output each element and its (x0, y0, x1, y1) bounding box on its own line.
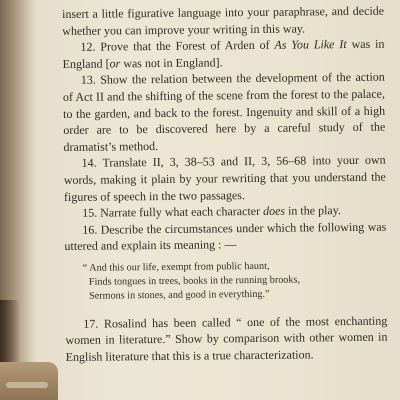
page-text (62, 3, 388, 366)
text-segment: 17. Rosalind has been called “ one of the most enchanting women in literature.” Show by comparison with other women in English literature that this is a true characterization. (65, 313, 388, 364)
block-quote (65, 259, 387, 305)
italic-word: does (262, 203, 286, 219)
question-14 (64, 152, 387, 205)
play-title: As You Like It (274, 37, 347, 52)
question-13 (63, 69, 386, 155)
quote-line: Finds tongues in trees, books in the running brooks, (88, 274, 301, 288)
question-16 (64, 218, 386, 255)
text-segment: 13. Show the relation between the development of the action of Act II and the shifting of the scene from the forest to the palace, to the garden, and back to the forest. Ingenuity and skill of a high order are to be discovered here by a careful study of the dramatist’s method. (62, 69, 386, 154)
text-segment: 15. Narrate fully what each character (82, 204, 264, 220)
text-segment: 16. Describe the circumstances under which the following was uttered and explain its meaning : — (64, 219, 387, 254)
holding-thumb (0, 362, 58, 400)
text-segment: in the play. (284, 203, 342, 218)
text-segment: 14. Translate II, 3, 38–53 and II, 3, 56–68 into your own words, making it plain by your rewriting that you understand the figures of speech in the two passages. (63, 152, 386, 204)
text-segment: was not in England]. (120, 55, 223, 71)
text-segment: insert a little figurative language into your paraphrase, and decide whether you can improve your writing in this way. (62, 3, 385, 38)
quote-line: Sermons in stones, and good in everything.” (88, 289, 270, 303)
text-segment: was in England [ (62, 36, 385, 71)
question-17 (65, 312, 388, 365)
italic-word: or (109, 56, 121, 71)
quote-line: “ And this our life, exempt from public haunt, (82, 260, 270, 274)
question-12 (62, 36, 384, 73)
text-segment: 12. Prove that the Forest of Arden of (80, 37, 275, 54)
paragraph-continued (62, 3, 384, 40)
thumb-highlight (6, 382, 48, 388)
